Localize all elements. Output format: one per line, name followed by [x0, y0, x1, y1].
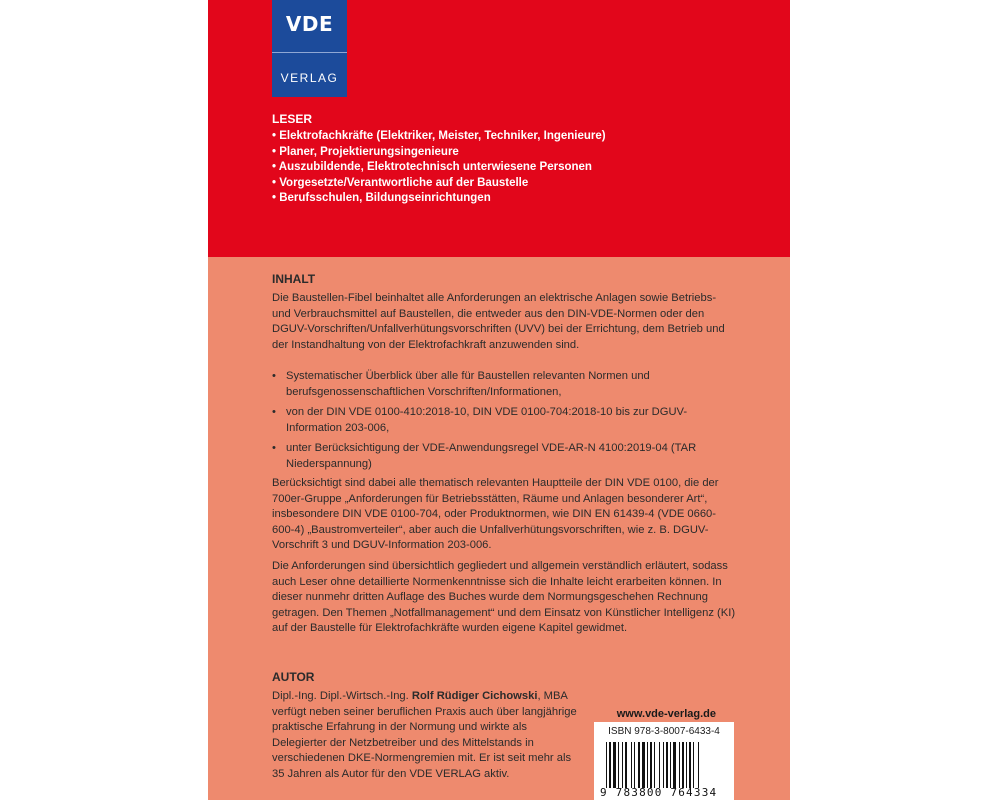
inhalt-bullet: • Systematischer Überblick über alle für Baustellen relevanten Normen und berufsgenossenschaftlichen Vorschriften/Informationen,: [272, 369, 742, 400]
autor-suffix: , MBA verfügt neben seiner beruflichen Praxis auch über langjährige praktische Erfahrung in der Normung und wirkte als Delegierter der Netzbetreiber und des Mittelstands in verschiedenen DKE-Normengremien mit. Er ist seit mehr als 35 Jahren als Autor für den VDE VERLAG aktiv.: [272, 690, 577, 780]
inhalt-paragraph-1: Die Baustellen-Fibel beinhaltet alle Anforderungen an elektrische Anlagen sowie Betriebs- und Verbrauchsmittel auf Baustellen, die entweder aus den DIN-VDE-Normen oder den DGUV-Vorschriften/Unfallverhütungsvorschriften (UVV) bei der Errichtung, dem Betrieb und der Instandhaltung von der Elektrofachkraft anzuwenden sind.: [272, 292, 725, 351]
logo-subtitle: VERLAG: [280, 71, 339, 85]
inhalt-heading: INHALT: [272, 272, 316, 286]
reader-panel: [208, 0, 790, 257]
leser-heading: LESER: [272, 112, 313, 126]
leser-item: • Berufsschulen, Bildungseinrichtungen: [272, 191, 606, 207]
autor-paragraph: [272, 689, 582, 782]
inhalt-bullet: • unter Berücksichtigung der VDE-Anwendungsregel VDE-AR-N 4100:2019-04 (TAR Niederspannung): [272, 441, 742, 472]
barcode-panel: [594, 722, 734, 800]
logo-brand: VDE: [285, 12, 334, 36]
barcode-digits: 9 783800 764334: [600, 786, 718, 799]
autor-name: Rolf Rüdiger Cichowski: [411, 690, 538, 702]
inhalt-bullet: • von der DIN VDE 0100-410:2018-10, DIN VDE 0100-704:2018-10 bis zur DGUV-Information 203-006,: [272, 405, 742, 436]
leser-item: • Vorgesetzte/Verantwortliche auf der Baustelle: [272, 176, 606, 192]
book-back-cover: [208, 0, 790, 800]
leser-item: • Planer, Projektierungsingenieure: [272, 145, 606, 161]
publisher-url: www.vde-verlag.de: [616, 708, 716, 720]
inhalt-paragraph-3: Die Anforderungen sind übersichtlich gegliedert und allgemein verständlich erläutert, sodass auch Leser ohne detaillierte Normenkenntnisse sich die Inhalte leicht erarbeiten können. In dieser nunmehr dritten Auflage des Buches wurde dem Normungsgeschehen Rechnung getragen. Den Themen „Notfallmanagement“ und dem Einsatz von Künstlicher Intelligenz (KI) auf der Baustelle für Elektrofachkräfte wurden eigene Kapitel gewidmet.: [272, 560, 736, 634]
leser-list: [272, 129, 606, 207]
barcode-icon: [606, 742, 724, 788]
logo-divider: [272, 52, 347, 53]
leser-item: • Auszubildende, Elektrotechnisch unterwiesene Personen: [272, 160, 606, 176]
leser-item: • Elektrofachkräfte (Elektriker, Meister, Techniker, Ingenieure): [272, 129, 606, 145]
inhalt-paragraph-2: Berücksichtigt sind dabei alle thematisch relevanten Hauptteile der DIN VDE 0100, die der 700er-Gruppe „Anforderungen für Betriebsstätten, Räume und Anlagen besonderer Art“, insbesondere DIN VDE 0100-704, oder Produktnormen, wie DIN EN 61439-4 (VDE 0660-600-4) „Baustromverteiler“, aber auch die Unfallverhütungsvorschriften, wie z. B. DGUV-Vorschrift 3 und DGUV-Information 203-006.: [272, 477, 719, 551]
autor-prefix: Dipl.-Ing. Dipl.-Wirtsch.-Ing.: [272, 690, 412, 702]
autor-heading: AUTOR: [272, 670, 315, 684]
inhalt-bullets: [272, 369, 742, 477]
vde-logo: [272, 0, 347, 97]
isbn-label: ISBN 978-3-8007-6433-4: [608, 726, 720, 737]
